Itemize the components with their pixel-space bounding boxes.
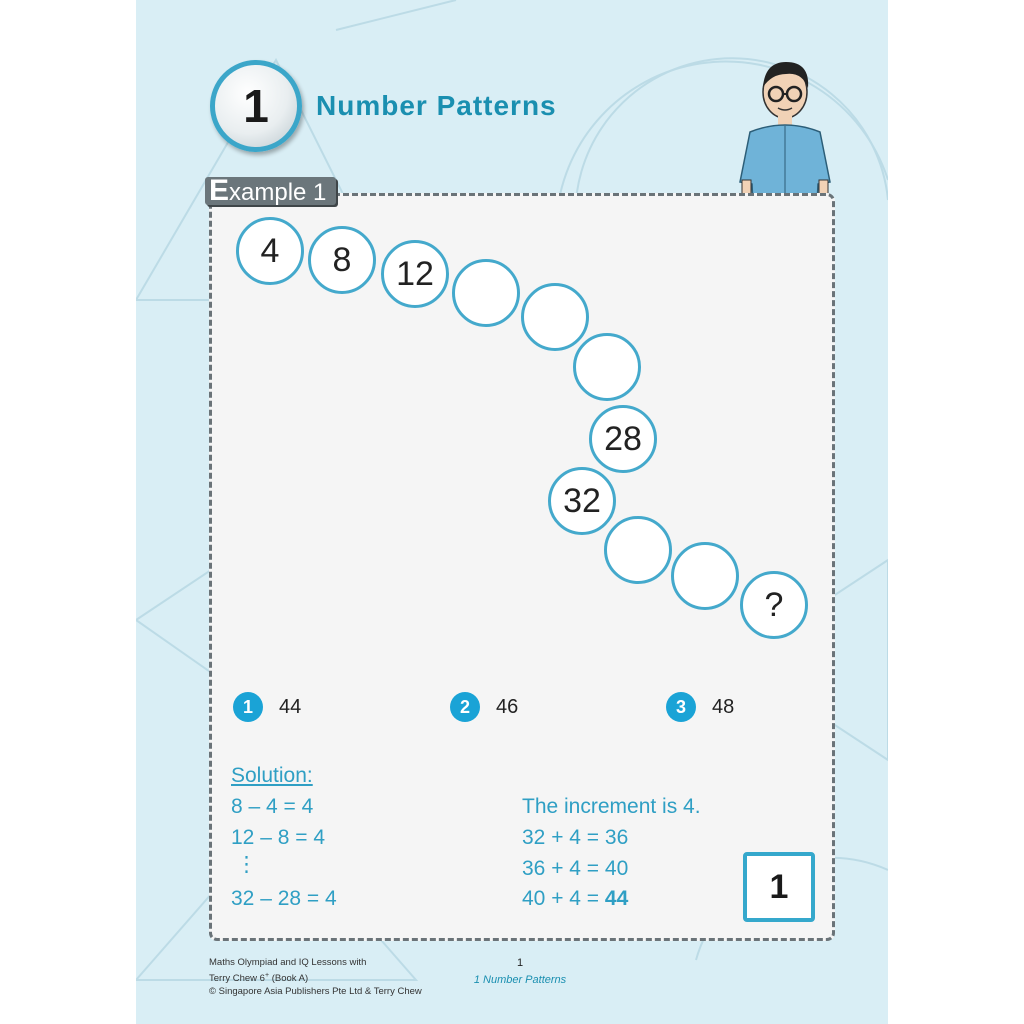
book-superscript: +	[264, 972, 270, 979]
book-volume: (Book A)	[269, 973, 309, 985]
increment-statement: The increment is 4.	[522, 795, 701, 818]
book-edition-line	[209, 969, 422, 985]
footer-chapter-ref: 1 Number Patterns	[473, 974, 567, 986]
copyright-line: © Singapore Asia Publishers Pte Ltd & Terry Chew	[209, 986, 422, 998]
chapter-number: 1	[243, 80, 269, 132]
option-number: 3	[666, 692, 696, 722]
example-label-initial: E	[209, 174, 230, 207]
option-1[interactable]	[233, 692, 301, 722]
final-equation: 40 + 4 =	[522, 887, 605, 910]
sequence-term-circle: 28	[589, 405, 657, 473]
blank-term-circle	[671, 542, 739, 610]
option-value: 44	[279, 695, 302, 718]
solution-line: 32 – 28 = 4	[231, 887, 337, 910]
solution-line: 36 + 4 = 40	[522, 857, 629, 880]
option-value: 46	[496, 695, 519, 718]
option-3[interactable]	[666, 692, 734, 722]
page-number: 1	[516, 957, 524, 969]
blank-term-circle	[573, 333, 641, 401]
book-info	[209, 956, 422, 998]
unknown-term-circle: ?	[740, 571, 808, 639]
sequence-term-circle: 12	[381, 240, 449, 308]
solution-line: 12 – 8 = 4	[231, 826, 325, 849]
answer-box: 1	[743, 852, 815, 922]
blank-term-circle	[521, 283, 589, 351]
option-2[interactable]	[450, 692, 518, 722]
example-label-text: xample 1	[229, 179, 327, 206]
sequence-term-circle: 32	[548, 467, 616, 535]
option-number: 1	[233, 692, 263, 722]
solution-ellipsis: ⋮	[236, 853, 257, 876]
solution-line: 32 + 4 = 36	[522, 826, 629, 849]
option-number: 2	[450, 692, 480, 722]
sequence-term-circle: 4	[236, 217, 304, 285]
final-answer: 44	[604, 887, 629, 910]
blank-term-circle	[604, 516, 672, 584]
blank-term-circle	[452, 259, 520, 327]
book-title-part: Terry Chew 6	[209, 973, 265, 985]
sequence-term-circle: 8	[308, 226, 376, 294]
solution-heading: Solution:	[231, 764, 313, 787]
solution-line: 8 – 4 = 4	[231, 795, 314, 818]
chapter-title: Number Patterns	[316, 90, 557, 121]
example-label	[205, 174, 336, 207]
option-value: 48	[712, 695, 735, 718]
final-solution-line	[522, 887, 628, 911]
chapter-badge	[210, 60, 302, 152]
book-title-line: Maths Olympiad and IQ Lessons with	[209, 957, 367, 968]
